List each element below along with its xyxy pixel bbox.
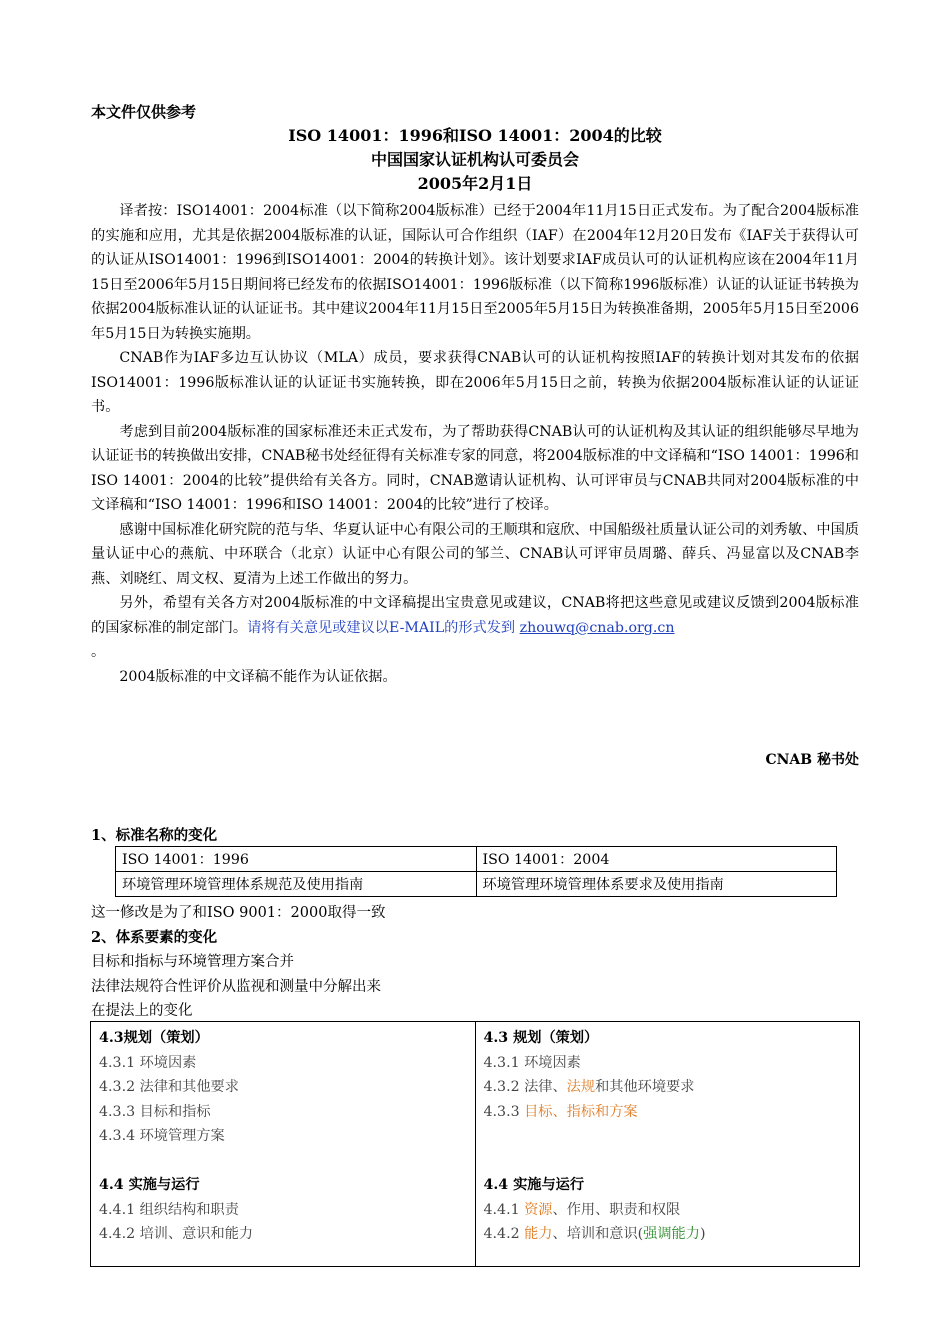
clause-heading: 4.3 规划（策划） [483, 1030, 599, 1046]
section-heading: 1、标准名称的变化 [91, 827, 218, 844]
intro-paragraph [91, 591, 859, 665]
translator-note [91, 199, 859, 689]
table-cell-2004 [475, 1022, 860, 1267]
document-date: 2005年2月1日 [417, 174, 533, 193]
title-block [91, 124, 859, 196]
clause-heading: 4.4 实施与运行 [483, 1177, 585, 1193]
clause-item: 4.3.2 法律和其他要求 [99, 1079, 239, 1095]
clause-item: 4.3.1 环境因素 [99, 1054, 197, 1071]
name-comparison-table [115, 846, 837, 897]
feedback-text: 另外，希望有关各方对2004版标准的中文译稿提出宝贵意见或建议，CNAB将把这些意见或建议反馈到2004版标准的国家标准的制定部门。 [91, 595, 859, 636]
change-line: 目标和指标与环境管理方案合并 [91, 954, 294, 970]
organization-name: 中国国家认证机构认可委员会 [370, 150, 579, 169]
table-cell-1996 [91, 1022, 476, 1267]
table-row [91, 1022, 860, 1267]
clause-item-empty [484, 1124, 852, 1149]
feedback-request: 请将有关意见或建议以E-MAIL的形式发到 [247, 619, 516, 636]
change-line: 法律法规符合性评价从监视和测量中分解出来 [91, 979, 381, 995]
clause-item: 4.4.1 组织结构和职责 [99, 1201, 239, 1218]
change-line: 在提法上的变化 [91, 1003, 193, 1019]
intro-paragraph: CNAB作为IAF多边互认协议（MLA）成员，要求获得CNAB认可的认证机构按照IAF的转换计划对其发布的依据ISO14001：1996版标准认证的认证证书实施转换，即在2006年5月15日之前，转换为依据2004版标准认证的认证证书。 [91, 350, 859, 415]
clause-heading: 4.3规划（策划） [99, 1030, 209, 1046]
clause-item: 4.4.2 培训、意识和能力 [99, 1226, 254, 1242]
clause-item: 4.3.2 法律、法规和其他环境要求 [483, 1079, 695, 1095]
clause-item: 4.3.3 目标和指标 [99, 1103, 211, 1120]
intro-paragraph: 译者按：ISO14001：2004标准（以下简称2004版标准）已经于2004年11月15日正式发布。为了配合2004版标准的实施和应用，尤其是依据2004版标准的认证，国际认可合作组织（IAF）在2004年12月20日发布《IAF关于获得认可的认证从ISO14001：1996到ISO14001：2004的转换计划》。该计划要求IAF成员认可的认证机构应该在2004年11月15日至2006年5月15日期间将已经发布的依据ISO14001：1996版标准（以下简称1996版标准）认证的认证证书转换为依据2004版标准认证的认证证书。其中建议2004年11月15日至2005年5月15日为转换准备期，2005年5月15日至2006年5月15日为转换实施期。 [91, 203, 859, 342]
spacer [484, 1149, 852, 1174]
table-cell: ISO 14001：2004 [476, 847, 837, 872]
change-note: 这一修改是为了和ISO 9001：2000取得一致 [91, 905, 386, 921]
table-cell: 环境管理环境管理体系规范及使用指南 [116, 872, 477, 897]
intro-paragraph: 考虑到目前2004版标准的国家标准还未正式发布，为了帮助获得CNAB认可的认证机构及其认证的组织能够尽早地为认证证书的转换做出安排，CNAB秘书处经征得有关标准专家的同意，将2004版标准的中文译稿和“ISO 14001：1996和ISO 14001：2004的比较”提供给有关各方。同时，CNAB邀请认证机构、认可评审员与CNAB共同对2004版标准的中文译稿和“ISO 14001：1996和ISO 14001：2004的比较”进行了校译。 [91, 423, 859, 513]
clause-heading: 4.4 实施与运行 [99, 1177, 200, 1193]
intro-paragraph: 2004版标准的中文译稿不能作为认证依据。 [119, 668, 397, 685]
table-cell: 环境管理环境管理体系要求及使用指南 [476, 872, 837, 897]
clause-item: 4.3.1 环境因素 [483, 1054, 581, 1071]
document-title: ISO 14001：1996和ISO 14001：2004的比较 [288, 126, 662, 145]
email-link[interactable]: zhouwq@cnab.org.cn [519, 619, 675, 636]
intro-paragraph: 感谢中国标准化研究院的范与华、华夏认证中心有限公司的王顺琪和寇欣、中国船级社质量认证公司的刘秀敏、中国质量认证中心的燕航、中环联合（北京）认证中心有限公司的邹兰、CNAB认可评审员周璐、薛兵、冯显富以及CNAB李燕、刘晓红、周文权、夏清为上述工作做出的努力。 [91, 521, 859, 587]
spacer [99, 1149, 467, 1174]
clause-item: 4.3.4 环境管理方案 [99, 1128, 225, 1144]
clause-item: 4.4.1 资源、作用、职责和权限 [483, 1201, 681, 1218]
signature: CNAB 秘书处 [765, 752, 859, 768]
reference-note: 本文件仅供参考 [91, 103, 197, 121]
section-heading: 2、体系要素的变化 [91, 929, 218, 946]
clause-item: 4.4.2 能力、培训和意识(强调能力) [483, 1226, 706, 1242]
element-comparison-table [90, 1021, 860, 1267]
table-cell: ISO 14001：1996 [116, 847, 477, 872]
table-row [116, 872, 837, 897]
clause-item: 4.3.3 目标、指标和方案 [483, 1103, 638, 1120]
period-mark: 。 [91, 644, 106, 660]
table-row [116, 847, 837, 872]
